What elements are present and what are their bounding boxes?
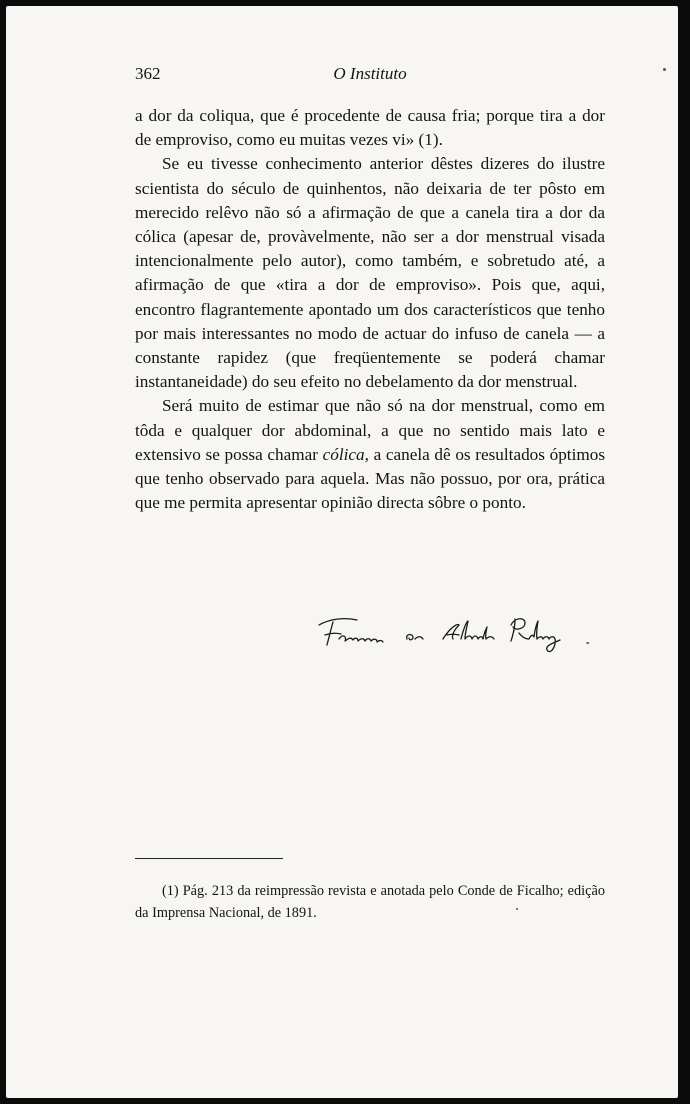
paragraph-continuation: a dor da coliqua, que é procedente de causa fria; porque tira a dor de emproviso, como eu muitas vezes vi» (1).	[135, 106, 605, 150]
print-speck	[663, 68, 666, 71]
running-header	[135, 64, 605, 90]
italic-term-colica: cólica,	[322, 444, 369, 464]
paragraph-abdominal-pain	[135, 394, 605, 515]
running-title: O Instituto	[333, 64, 407, 83]
signature-scribble	[315, 605, 605, 655]
paragraph-cinnamon-knowledge: Se eu tivesse conhecimento anterior dêstes dizeres do ilustre scientista do século de quinhentos, não deixaria de ter pôsto em merecido relêvo não só a afirmação de que a canela tira a dor da cólica (apesar de, provàvelmente, não ser a dor menstrual visada intencionalmente pelo autor), como também, e sobretudo até, a afirmação de que «tira a dor de emproviso». Pois que, aqui, encontro flagrantemente apontado um dos característicos que tenho por mais interessantes no modo de actuar do infuso de canela — a constante rapidez (que freqüentemente se poderá chamar instantaneidade) do seu efeito no debelamento da dor menstrual.	[135, 154, 605, 392]
footnote-divider	[135, 858, 283, 859]
paragraph-abdominal-pain-start: Será muito de estimar que não só na dor menstrual, como em tôda e qualquer dor abdominal, a que no sentido mais lato e extensivo se possa chamar	[135, 396, 605, 464]
body-text	[135, 104, 605, 515]
handwritten-signature	[315, 605, 605, 655]
footnote: (1) Pág. 213 da reimpressão revista e anotada pelo Conde de Ficalho; edição da Imprensa Nacional, de 1891.	[135, 883, 605, 921]
page-number: 362	[135, 64, 161, 83]
paragraph-abdominal-pain-end: a canela dê os resultados óptimos que tenho observado para aquela. Mas não possuo, por ora, prática que me permita apresentar opinião directa sôbre o ponto.	[135, 444, 606, 513]
